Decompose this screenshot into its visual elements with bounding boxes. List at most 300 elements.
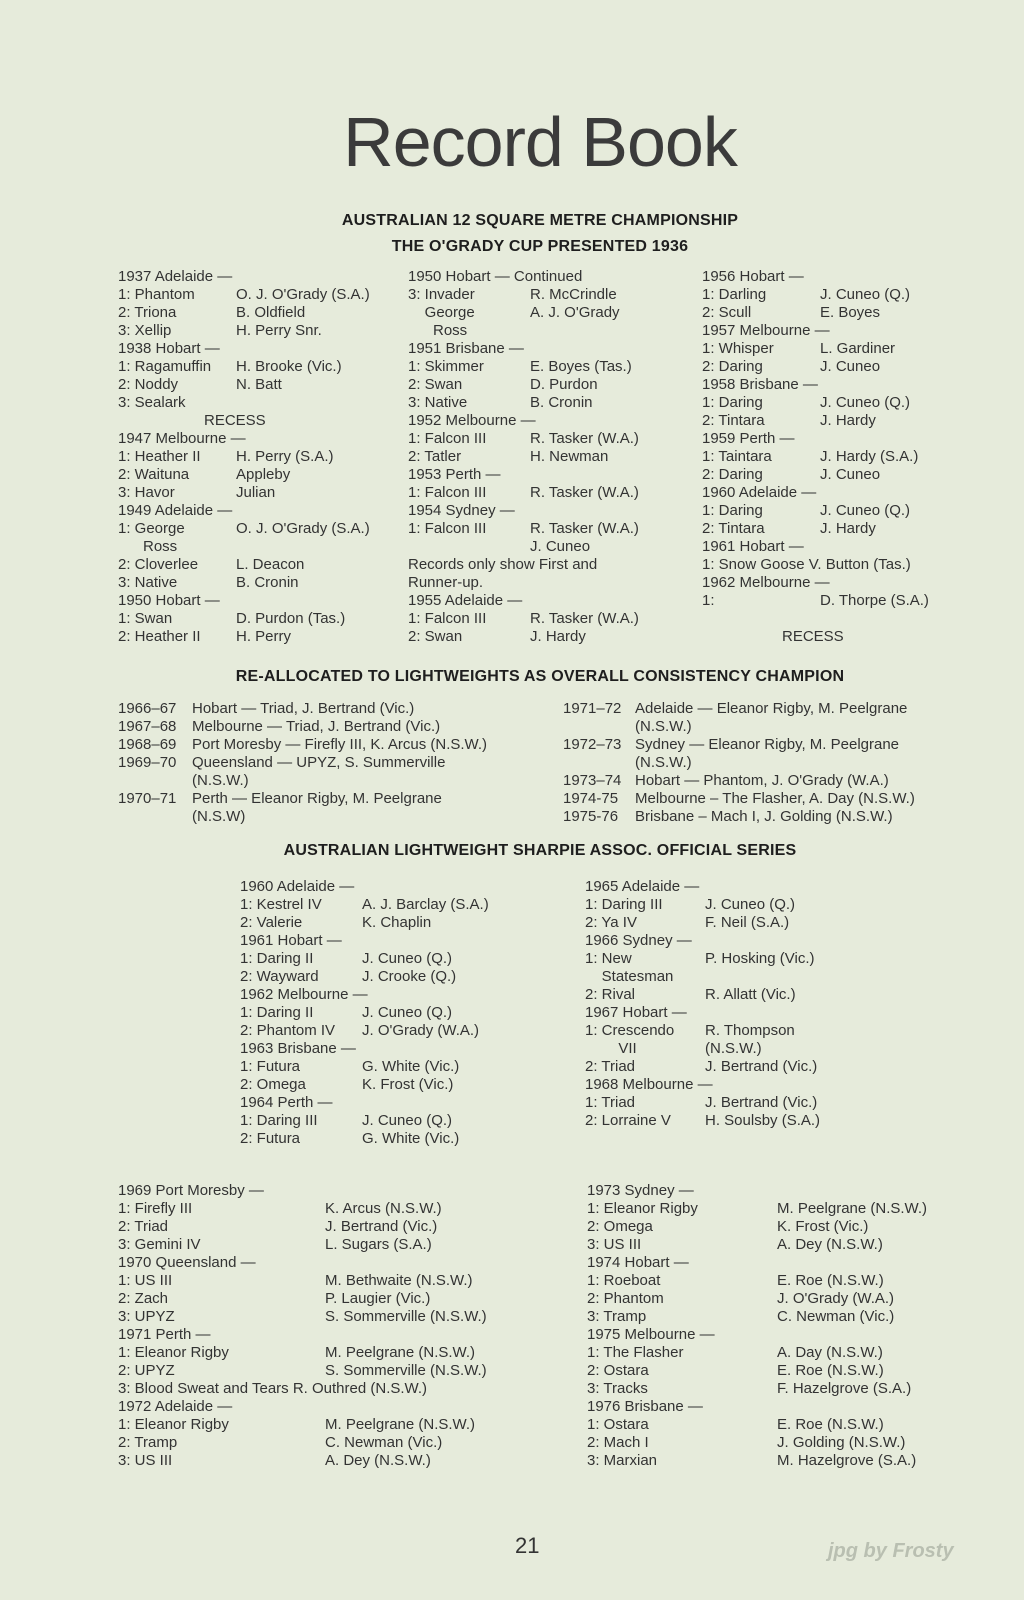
entry-line bbox=[118, 520, 388, 538]
entry-value: J. Golding (N.S.W.) bbox=[777, 1434, 906, 1451]
entry-value: H. Newman bbox=[530, 448, 609, 465]
entry-line bbox=[118, 1308, 498, 1326]
entry-line bbox=[408, 502, 678, 520]
entry-line bbox=[408, 322, 678, 340]
entry-value: J. Cuneo (Q.) bbox=[705, 896, 796, 913]
entry-line bbox=[585, 1076, 875, 1094]
entry-line bbox=[585, 914, 875, 932]
reallocated-heading: RE-ALLOCATED TO LIGHTWEIGHTS AS OVERALL CONSISTENCY CHAMPION bbox=[235, 668, 845, 685]
entry-label: 3: Marxian bbox=[587, 1452, 658, 1469]
entry-value: Appleby bbox=[236, 466, 291, 483]
entry-label: 3: Xellip bbox=[118, 322, 172, 339]
entry-label: 1: Eleanor Rigby bbox=[118, 1344, 229, 1361]
entry-line bbox=[702, 340, 952, 358]
entry-line bbox=[587, 1200, 967, 1218]
entry-label: 1975 Melbourne — bbox=[587, 1326, 715, 1343]
entry-line bbox=[563, 772, 973, 790]
entry-line bbox=[585, 1022, 875, 1040]
entry-line bbox=[702, 304, 952, 322]
entry-label: 2: Swan bbox=[408, 376, 463, 393]
entry-line bbox=[240, 1004, 530, 1022]
entry-line bbox=[587, 1362, 967, 1380]
entry-value: Perth — Eleanor Rigby, M. Peelgrane bbox=[192, 790, 442, 807]
page-title: Record Book bbox=[343, 103, 737, 181]
entry-value: O. J. O'Grady (S.A.) bbox=[236, 286, 370, 303]
entry-value: F. Neil (S.A.) bbox=[705, 914, 790, 931]
entry-value: Port Moresby — Firefly III, K. Arcus (N.S.W.) bbox=[192, 736, 488, 753]
entry-value: F. Hazelgrove (S.A.) bbox=[777, 1380, 912, 1397]
entry-line bbox=[702, 268, 952, 286]
entry-label: 1965 Adelaide — bbox=[585, 878, 700, 895]
entry-label: 1: Triad bbox=[585, 1094, 636, 1111]
results-column-3 bbox=[702, 268, 952, 646]
entry-label: 1973 Sydney — bbox=[587, 1182, 694, 1199]
entry-label: 3: Native bbox=[408, 394, 468, 411]
entry-line bbox=[118, 772, 538, 790]
entry-value: G. White (Vic.) bbox=[362, 1130, 460, 1147]
entry-label: 1972 Adelaide — bbox=[118, 1398, 233, 1415]
entry-line bbox=[118, 1362, 498, 1380]
championship-heading: AUSTRALIAN 12 SQUARE METRE CHAMPIONSHIP bbox=[341, 212, 739, 229]
entry-label: 2: Triona bbox=[118, 304, 177, 321]
reallocated-right bbox=[563, 700, 973, 826]
entry-label: 2: Swan bbox=[408, 628, 463, 645]
series-bottom-right bbox=[587, 1182, 967, 1470]
entry-label: 1955 Adelaide — bbox=[408, 592, 523, 609]
entry-line bbox=[408, 376, 678, 394]
entry-value: J. O'Grady (W.A.) bbox=[362, 1022, 480, 1039]
entry-label: 3: Blood Sweat and Tears R. Outhred (N.S.W.) bbox=[118, 1380, 428, 1397]
entry-value: R. Thompson bbox=[705, 1022, 795, 1039]
entry-line bbox=[702, 430, 952, 448]
entry-value: E. Roe (N.S.W.) bbox=[777, 1362, 884, 1379]
entry-line bbox=[563, 754, 973, 772]
entry-line bbox=[585, 878, 875, 896]
entry-value: E. Boyes bbox=[820, 304, 881, 321]
entry-line bbox=[563, 700, 973, 718]
entry-line bbox=[408, 484, 678, 502]
entry-line bbox=[587, 1290, 967, 1308]
entry-line bbox=[702, 556, 952, 574]
entry-line bbox=[118, 376, 388, 394]
entry-label: 1971–72 bbox=[563, 700, 622, 717]
entry-line bbox=[240, 1058, 530, 1076]
entry-value: (N.S.W.) bbox=[635, 718, 692, 735]
entry-label: 1: US III bbox=[118, 1272, 173, 1289]
entry-label: Statesman bbox=[585, 968, 674, 985]
entry-label: 2: Futura bbox=[240, 1130, 301, 1147]
entry-label: 1952 Melbourne — bbox=[408, 412, 536, 429]
entry-line bbox=[702, 538, 952, 556]
entry-line bbox=[118, 754, 538, 772]
entry-line bbox=[240, 1076, 530, 1094]
entry-value: K. Frost (Vic.) bbox=[777, 1218, 869, 1235]
entry-label: 3: Havor bbox=[118, 484, 175, 501]
entry-line bbox=[118, 268, 388, 286]
entry-label: 1959 Perth — bbox=[702, 430, 795, 447]
entry-label: 1: Phantom bbox=[118, 286, 195, 303]
entry-value: J. Hardy bbox=[820, 412, 876, 429]
entry-line bbox=[118, 1326, 498, 1344]
entry-value: J. O'Grady (W.A.) bbox=[777, 1290, 895, 1307]
entry-label: 1967–68 bbox=[118, 718, 177, 735]
entry-label: 1: Futura bbox=[240, 1058, 301, 1075]
entry-label: 2: Omega bbox=[587, 1218, 653, 1235]
entry-line bbox=[118, 556, 388, 574]
entry-label: 2: Mach I bbox=[587, 1434, 649, 1451]
entry-label: 2: Tatler bbox=[408, 448, 462, 465]
entry-line bbox=[587, 1182, 967, 1200]
entry-value: J. Bertrand (Vic.) bbox=[705, 1058, 818, 1075]
series-left bbox=[240, 878, 530, 1148]
series-bottom-left bbox=[118, 1182, 498, 1470]
entry-value: J. Cuneo (Q.) bbox=[362, 1004, 453, 1021]
entry-value: J. Hardy bbox=[820, 520, 876, 537]
entry-line bbox=[563, 790, 973, 808]
entry-value: L. Sugars (S.A.) bbox=[325, 1236, 432, 1253]
entry-value: M. Hazelgrove (S.A.) bbox=[777, 1452, 917, 1469]
entry-label: 1968 Melbourne — bbox=[585, 1076, 713, 1093]
entry-value: J. Cuneo (Q.) bbox=[820, 502, 911, 519]
entry-label: 1976 Brisbane — bbox=[587, 1398, 703, 1415]
entry-value: M. Peelgrane (N.S.W.) bbox=[325, 1344, 476, 1361]
entry-label: 2: Daring bbox=[702, 466, 763, 483]
entry-label: 1949 Adelaide — bbox=[118, 502, 233, 519]
entry-line bbox=[118, 1452, 498, 1470]
entry-label: 1: Ragamuffin bbox=[118, 358, 212, 375]
entry-value: J. Hardy bbox=[530, 628, 586, 645]
entry-label: 1: Daring II bbox=[240, 1004, 314, 1021]
entry-label: 1: The Flasher bbox=[587, 1344, 684, 1361]
entry-value: J. Cuneo (Q.) bbox=[362, 1112, 453, 1129]
entry-line bbox=[118, 736, 538, 754]
entry-value: (N.S.W.) bbox=[192, 772, 249, 789]
entry-label: 2: Ostara bbox=[587, 1362, 649, 1379]
entry-label: 2: Ya IV bbox=[585, 914, 637, 931]
entry-label: 2: Tramp bbox=[118, 1434, 178, 1451]
entry-line bbox=[408, 340, 678, 358]
entry-value: Adelaide — Eleanor Rigby, M. Peelgrane bbox=[635, 700, 908, 717]
entry-label: 1966 Sydney — bbox=[585, 932, 692, 949]
entry-label: 1: Daring bbox=[702, 394, 763, 411]
entry-line bbox=[118, 448, 388, 466]
entry-label: 1963 Brisbane — bbox=[240, 1040, 356, 1057]
entry-line bbox=[408, 286, 678, 304]
entry-line bbox=[702, 376, 952, 394]
entry-label: 1970–71 bbox=[118, 790, 177, 807]
entry-label: 1954 Sydney — bbox=[408, 502, 515, 519]
entry-label: 1960 Adelaide — bbox=[702, 484, 817, 501]
entry-line bbox=[408, 574, 678, 592]
entry-label: 2: Wayward bbox=[240, 968, 319, 985]
entry-value: H. Perry bbox=[236, 628, 292, 645]
entry-line bbox=[587, 1254, 967, 1272]
entry-label: 1: Eleanor Rigby bbox=[587, 1200, 698, 1217]
entry-value: J. Cuneo (Q.) bbox=[362, 950, 453, 967]
entry-label: 1: Swan bbox=[118, 610, 173, 627]
entry-label: Ross bbox=[408, 322, 468, 339]
entry-line bbox=[240, 1130, 530, 1148]
entry-label: 1973–74 bbox=[563, 772, 622, 789]
entry-label: 1: Eleanor Rigby bbox=[118, 1416, 229, 1433]
entry-line bbox=[118, 700, 538, 718]
entry-label: 1957 Melbourne — bbox=[702, 322, 830, 339]
entry-label: 2: Tintara bbox=[702, 520, 765, 537]
entry-line bbox=[118, 394, 388, 412]
entry-value: Hobart — Phantom, J. O'Grady (W.A.) bbox=[635, 772, 889, 789]
entry-line bbox=[240, 968, 530, 986]
entry-line bbox=[240, 1112, 530, 1130]
entry-value: J. Bertrand (Vic.) bbox=[705, 1094, 818, 1111]
entry-label: 1969–70 bbox=[118, 754, 177, 771]
entry-label: 1: bbox=[702, 592, 715, 609]
entry-label: 1: Falcon III bbox=[408, 610, 487, 627]
entry-value: Sydney — Eleanor Rigby, M. Peelgrane bbox=[635, 736, 900, 753]
entry-line bbox=[585, 1094, 875, 1112]
entry-label: 3: Sealark bbox=[118, 394, 186, 411]
entry-label: 1964 Perth — bbox=[240, 1094, 333, 1111]
entry-label: 1938 Hobart — bbox=[118, 340, 220, 357]
entry-line bbox=[118, 466, 388, 484]
entry-value: J. Hardy (S.A.) bbox=[820, 448, 919, 465]
entry-label: 1971 Perth — bbox=[118, 1326, 211, 1343]
entry-line bbox=[118, 1272, 498, 1290]
reallocated-left bbox=[118, 700, 538, 826]
entry-value: Melbourne — Triad, J. Bertrand (Vic.) bbox=[192, 718, 441, 735]
entry-value: R. McCrindle bbox=[530, 286, 617, 303]
entry-line bbox=[240, 986, 530, 1004]
entry-value: K. Frost (Vic.) bbox=[362, 1076, 454, 1093]
entry-line bbox=[118, 358, 388, 376]
entry-label: 3: US III bbox=[587, 1236, 642, 1253]
entry-line bbox=[118, 592, 388, 610]
entry-line bbox=[702, 610, 952, 628]
entry-label: 2: Tintara bbox=[702, 412, 765, 429]
cup-heading: THE O'GRADY CUP PRESENTED 1936 bbox=[391, 238, 689, 255]
entry-line bbox=[585, 1004, 875, 1022]
entry-label: 1937 Adelaide — bbox=[118, 268, 233, 285]
entry-label: 2: Heather II bbox=[118, 628, 201, 645]
entry-line bbox=[587, 1380, 967, 1398]
entry-label: 2: Scull bbox=[702, 304, 752, 321]
entry-value: A. Dey (N.S.W.) bbox=[325, 1452, 431, 1469]
entry-line bbox=[408, 556, 678, 574]
entry-line bbox=[587, 1326, 967, 1344]
entry-line bbox=[408, 268, 678, 286]
entry-value: B. Cronin bbox=[530, 394, 593, 411]
entry-value: RECESS bbox=[782, 628, 844, 645]
entry-label: 1: Daring III bbox=[585, 896, 663, 913]
entry-value: M. Bethwaite (N.S.W.) bbox=[325, 1272, 473, 1289]
entry-value: S. Sommerville (N.S.W.) bbox=[325, 1362, 487, 1379]
entry-label: 1: George bbox=[118, 520, 185, 537]
entry-value: P. Hosking (Vic.) bbox=[705, 950, 815, 967]
entry-line bbox=[408, 520, 678, 538]
entry-label: 2: Phantom IV bbox=[240, 1022, 336, 1039]
entry-line bbox=[702, 484, 952, 502]
entry-value: Brisbane – Mach I, J. Golding (N.S.W.) bbox=[635, 808, 893, 825]
entry-line bbox=[118, 1344, 498, 1362]
entry-value: M. Peelgrane (N.S.W.) bbox=[325, 1416, 476, 1433]
entry-value: D. Thorpe (S.A.) bbox=[820, 592, 929, 609]
entry-label: 1950 Hobart — Continued bbox=[408, 268, 583, 285]
entry-label: 1: Skimmer bbox=[408, 358, 484, 375]
results-column-1 bbox=[118, 268, 388, 646]
entry-line bbox=[118, 610, 388, 628]
entry-label: 1: Roeboat bbox=[587, 1272, 661, 1289]
entry-value: (N.S.W.) bbox=[705, 1040, 762, 1057]
entry-label: 2: Waituna bbox=[118, 466, 190, 483]
entry-label: VII bbox=[585, 1040, 637, 1057]
entry-value: R. Allatt (Vic.) bbox=[705, 986, 796, 1003]
entry-line bbox=[585, 932, 875, 950]
entry-label: 3: US III bbox=[118, 1452, 173, 1469]
entry-line bbox=[408, 304, 678, 322]
entry-label: 2: Valerie bbox=[240, 914, 303, 931]
entry-value: E. Boyes (Tas.) bbox=[530, 358, 632, 375]
entry-line bbox=[118, 1200, 498, 1218]
entry-line bbox=[587, 1236, 967, 1254]
entry-label: 1961 Hobart — bbox=[240, 932, 342, 949]
entry-label: 1951 Brisbane — bbox=[408, 340, 524, 357]
entry-line bbox=[118, 1254, 498, 1272]
entry-line bbox=[118, 322, 388, 340]
entry-line bbox=[118, 484, 388, 502]
entry-line bbox=[118, 340, 388, 358]
entry-label: 1: Snow Goose V. Button (Tas.) bbox=[702, 556, 911, 573]
entry-label: 1953 Perth — bbox=[408, 466, 501, 483]
entry-value: J. Cuneo (Q.) bbox=[820, 286, 911, 303]
entry-line bbox=[408, 466, 678, 484]
entry-value: D. Purdon bbox=[530, 376, 598, 393]
entry-label: 1969 Port Moresby — bbox=[118, 1182, 264, 1199]
watermark: jpg by Frosty bbox=[828, 1540, 954, 1562]
entry-label: 2: Cloverlee bbox=[118, 556, 199, 573]
entry-label: 2: Noddy bbox=[118, 376, 179, 393]
entry-value: R. Tasker (W.A.) bbox=[530, 484, 639, 501]
entry-label: 1947 Melbourne — bbox=[118, 430, 246, 447]
entry-label: 3: Tramp bbox=[587, 1308, 647, 1325]
entry-label: 3: UPYZ bbox=[118, 1308, 175, 1325]
entry-line bbox=[240, 914, 530, 932]
entry-line bbox=[118, 430, 388, 448]
entry-value: H. Brooke (Vic.) bbox=[236, 358, 342, 375]
entry-label: 1: Daring III bbox=[240, 1112, 318, 1129]
entry-value: C. Newman (Vic.) bbox=[325, 1434, 443, 1451]
entry-line bbox=[240, 1094, 530, 1112]
entry-value: L. Deacon bbox=[236, 556, 305, 573]
entry-line bbox=[408, 412, 678, 430]
entry-line bbox=[118, 628, 388, 646]
entry-label: 1950 Hobart — bbox=[118, 592, 220, 609]
entry-line bbox=[118, 1398, 498, 1416]
page-number: 21 bbox=[515, 1533, 540, 1558]
entry-line bbox=[702, 412, 952, 430]
entry-label: 1: Falcon III bbox=[408, 430, 487, 447]
entry-label: 2: Triad bbox=[585, 1058, 636, 1075]
entry-label: 1: Ostara bbox=[587, 1416, 649, 1433]
entry-label: 1970 Queensland — bbox=[118, 1254, 256, 1271]
entry-value: J. Cuneo bbox=[820, 466, 881, 483]
entry-label: Ross bbox=[118, 538, 178, 555]
entry-line bbox=[585, 950, 875, 968]
entry-line bbox=[587, 1398, 967, 1416]
entry-line bbox=[118, 304, 388, 322]
entry-line bbox=[702, 286, 952, 304]
entry-line bbox=[585, 1058, 875, 1076]
entry-line bbox=[702, 628, 952, 646]
entry-value: Queensland — UPYZ, S. Summerville bbox=[192, 754, 446, 771]
entry-line bbox=[240, 1040, 530, 1058]
entry-value: A. J. Barclay (S.A.) bbox=[362, 896, 489, 913]
entry-label: 1972–73 bbox=[563, 736, 622, 753]
entry-line bbox=[702, 592, 952, 610]
entry-value: (N.S.W.) bbox=[635, 754, 692, 771]
entry-value: A. Day (N.S.W.) bbox=[777, 1344, 883, 1361]
entry-value: J. Cuneo bbox=[820, 358, 881, 375]
entry-value: A. Dey (N.S.W.) bbox=[777, 1236, 883, 1253]
entry-line bbox=[118, 1218, 498, 1236]
entry-line bbox=[702, 358, 952, 376]
entry-value: R. Tasker (W.A.) bbox=[530, 520, 639, 537]
entry-value: H. Perry (S.A.) bbox=[236, 448, 334, 465]
entry-line bbox=[702, 448, 952, 466]
entry-line bbox=[702, 520, 952, 538]
entry-label: 3: Native bbox=[118, 574, 178, 591]
entry-line bbox=[585, 1040, 875, 1058]
entry-line bbox=[408, 448, 678, 466]
entry-label: 1: Daring bbox=[702, 502, 763, 519]
entry-label: 1975-76 bbox=[563, 808, 619, 825]
entry-label: 1: Firefly III bbox=[118, 1200, 193, 1217]
entry-label: 2: Omega bbox=[240, 1076, 306, 1093]
entry-label: 1968–69 bbox=[118, 736, 177, 753]
entry-value: Melbourne – The Flasher, A. Day (N.S.W.) bbox=[635, 790, 915, 807]
entry-line bbox=[563, 736, 973, 754]
entry-line bbox=[702, 394, 952, 412]
results-column-2 bbox=[408, 268, 678, 646]
entry-value: O. J. O'Grady (S.A.) bbox=[236, 520, 370, 537]
entry-label: 3: Gemini IV bbox=[118, 1236, 201, 1253]
entry-label: 2: Rival bbox=[585, 986, 636, 1003]
entry-label: 1961 Hobart — bbox=[702, 538, 804, 555]
entry-label: 1962 Melbourne — bbox=[702, 574, 830, 591]
entry-value: J. Crooke (Q.) bbox=[362, 968, 457, 985]
entry-line bbox=[408, 628, 678, 646]
entry-line bbox=[118, 1182, 498, 1200]
entry-label: 2: UPYZ bbox=[118, 1362, 175, 1379]
entry-label: 2: Triad bbox=[118, 1218, 169, 1235]
entry-label: 3: Invader bbox=[408, 286, 475, 303]
entry-line bbox=[585, 968, 875, 986]
entry-line bbox=[587, 1308, 967, 1326]
entry-value: Hobart — Triad, J. Bertrand (Vic.) bbox=[192, 700, 415, 717]
entry-value: C. Newman (Vic.) bbox=[777, 1308, 895, 1325]
entry-value: J. Cuneo (Q.) bbox=[820, 394, 911, 411]
entry-line bbox=[702, 322, 952, 340]
entry-line bbox=[240, 1022, 530, 1040]
entry-line bbox=[118, 574, 388, 592]
entry-line bbox=[408, 358, 678, 376]
entry-line bbox=[240, 878, 530, 896]
entry-value: (N.S.W) bbox=[192, 808, 246, 825]
entry-value: P. Laugier (Vic.) bbox=[325, 1290, 431, 1307]
entry-value: J. Bertrand (Vic.) bbox=[325, 1218, 438, 1235]
entry-line bbox=[408, 538, 678, 556]
entry-label: 1966–67 bbox=[118, 700, 177, 717]
entry-line bbox=[408, 394, 678, 412]
entry-line bbox=[240, 896, 530, 914]
